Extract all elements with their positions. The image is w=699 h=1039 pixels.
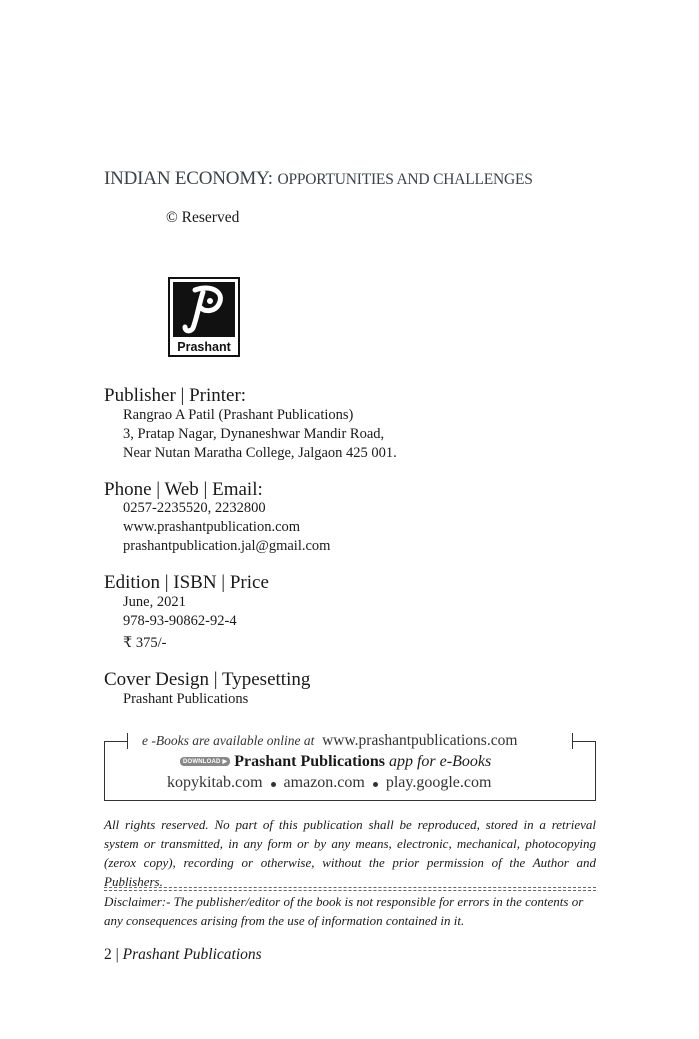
edition-heading: Edition | ISBN | Price	[104, 572, 269, 593]
wavy-divider	[104, 887, 596, 891]
ebooks-url-link[interactable]: www.prashantpublications.com	[322, 732, 518, 749]
store-link-kopykitab[interactable]: kopykitab.com	[167, 774, 263, 791]
store-link-google-play[interactable]: play.google.com	[385, 774, 492, 791]
app-name: Prashant Publications	[234, 753, 385, 770]
box-tick-left	[127, 733, 128, 749]
cover-heading: Cover Design | Typesetting	[104, 669, 311, 690]
box-corner-right	[572, 741, 596, 742]
ebooks-intro-line	[142, 732, 517, 750]
publisher-heading: Publisher | Printer:	[104, 385, 247, 406]
logo-p-icon	[173, 282, 235, 337]
rights-statement: All rights reserved. No part of this publication shall be reproduced, stored in a retrieval system or transmitted, in any form or by any means, electronic, mechanical, photocopying (zerox copy), recording or otherwise, without the prior permission of the Author and Publishers.	[104, 817, 596, 889]
website-link[interactable]: www.prashantpublication.com	[123, 519, 301, 535]
book-title-main: INDIAN ECONOMY:	[104, 168, 273, 189]
box-corner-left	[104, 741, 128, 742]
bullet-icon	[271, 782, 276, 787]
footer-publisher: Prashant Publications	[122, 946, 262, 963]
disclaimer: Disclaimer:- The publisher/editor of the book is not responsible for errors in the contents or any consequences arising from the use of information contained in it.	[104, 894, 584, 928]
publisher-address-2: Near Nutan Maratha College, Jalgaon 425 001.	[123, 445, 397, 461]
box-tick-right	[572, 733, 573, 749]
copyright-notice: © Reserved	[166, 209, 240, 226]
contact-heading: Phone | Web | Email:	[104, 479, 263, 500]
book-title	[104, 168, 533, 190]
page-number: 2 |	[104, 946, 119, 963]
price: ₹ 375/-	[123, 635, 167, 651]
stores-line	[167, 774, 491, 792]
book-title-sub: OPPORTUNITIES AND CHALLENGES	[277, 171, 533, 188]
cover-credit: Prashant Publications	[123, 691, 249, 707]
store-link-amazon[interactable]: amazon.com	[283, 774, 365, 791]
email-link[interactable]: prashantpublication.jal@gmail.com	[123, 538, 331, 554]
isbn: 978-93-90862-92-4	[123, 613, 237, 629]
publisher-name: Rangrao A Patil (Prashant Publications)	[123, 407, 354, 423]
publisher-address-1: 3, Pratap Nagar, Dynaneshwar Mandir Road,	[123, 426, 385, 442]
ebooks-intro: e -Books are available online at	[142, 733, 315, 748]
publisher-logo	[168, 277, 240, 357]
app-suffix: app for e-Books	[388, 753, 492, 770]
edition-date: June, 2021	[123, 594, 186, 610]
logo-word: Prashant	[177, 340, 231, 354]
page-footer	[104, 946, 262, 964]
bullet-icon	[373, 782, 378, 787]
download-badge-icon[interactable]: DOWNLOAD ▶	[180, 757, 230, 766]
ebooks-box	[104, 741, 596, 801]
phone: 0257-2235520, 2232800	[123, 500, 266, 516]
ebooks-app-line	[180, 753, 491, 771]
